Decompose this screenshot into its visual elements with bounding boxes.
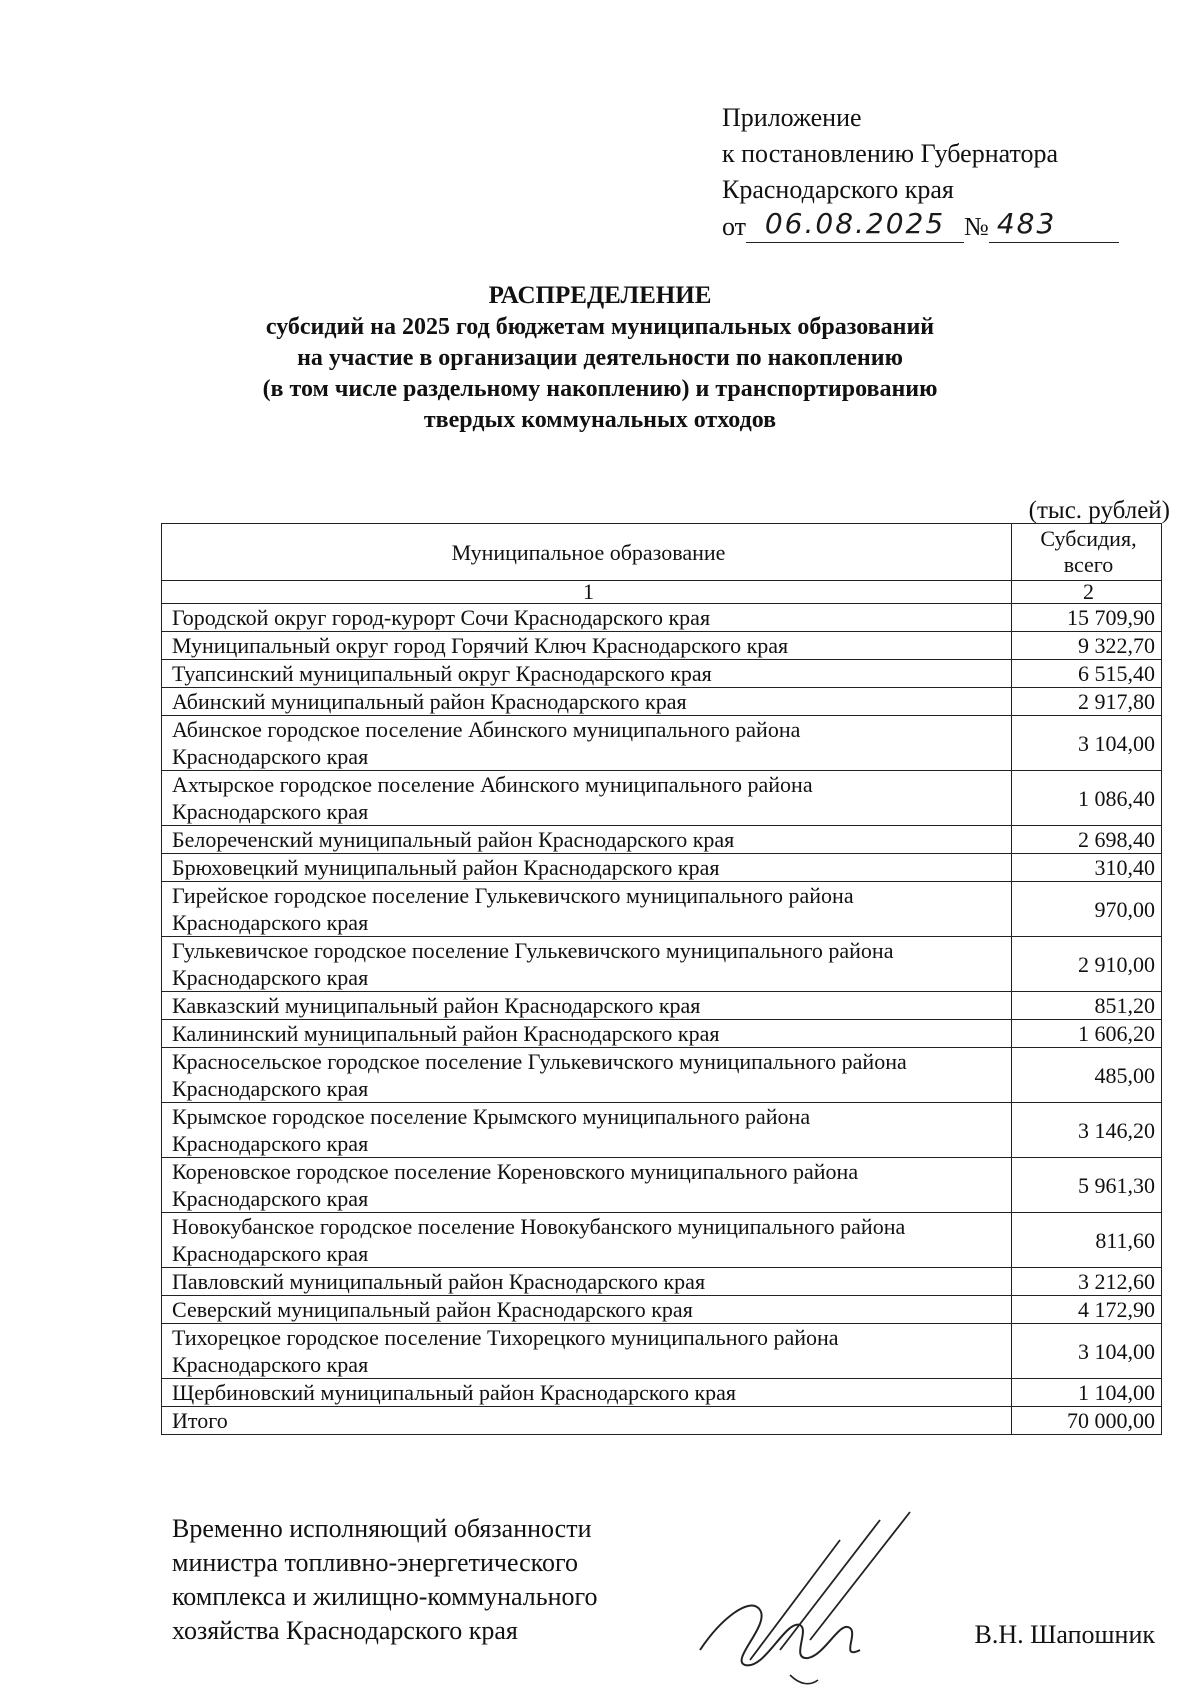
municipality-name-line-1: Туапсинский муниципальный округ Краснодарского края <box>172 661 712 686</box>
municipality-name <box>162 826 1012 854</box>
table-row <box>162 604 1162 632</box>
table-row <box>162 688 1162 716</box>
subsidy-value: 6 515,40 <box>1012 660 1162 688</box>
header-subsidy-line-1: Субсидия, <box>1040 526 1137 551</box>
title-line-2: на участие в организации деятельности по накоплению <box>297 345 903 371</box>
municipality-name-line-1: Абинский муниципальный район Краснодарского края <box>172 689 687 714</box>
title-line-4: твердых коммунальных отходов <box>423 407 777 433</box>
table-row <box>162 992 1162 1020</box>
municipality-name-line-1: Новокубанское городское поселение Новокубанского муниципального района <box>172 1214 906 1239</box>
total-value: 70 000,00 <box>1012 1407 1162 1435</box>
subsidy-value: 5 961,30 <box>1012 1158 1162 1213</box>
table-header-row <box>162 524 1162 581</box>
column-index-row <box>162 581 1162 604</box>
municipality-name <box>162 937 1012 992</box>
appendix-block <box>722 100 1119 245</box>
municipality-name-line-2: Краснодарского края <box>172 910 369 935</box>
header-municipality: Муниципальное образование <box>162 524 1012 581</box>
municipality-name-line-1: Брюховецкий муниципальный район Краснодарского края <box>172 855 720 880</box>
subsidy-value: 2 698,40 <box>1012 826 1162 854</box>
table-row <box>162 937 1162 992</box>
subsidy-value: 4 172,90 <box>1012 1296 1162 1324</box>
document-title <box>160 280 1040 436</box>
table-row <box>162 716 1162 771</box>
municipality-name-line-2: Краснодарского края <box>172 1186 369 1211</box>
municipality-name <box>162 716 1012 771</box>
table-row <box>162 854 1162 882</box>
title-line-3: (в том числе раздельному накоплению) и транспортированию <box>262 376 938 402</box>
subsidy-value: 1 104,00 <box>1012 1379 1162 1407</box>
municipality-name <box>162 1213 1012 1268</box>
title-line-1: субсидий на 2025 год бюджетам муниципальных образований <box>265 314 935 340</box>
footer-line-2: министра топливно-энергетического <box>172 1548 579 1577</box>
table-row <box>162 1379 1162 1407</box>
subsidy-value: 2 910,00 <box>1012 937 1162 992</box>
subsidy-value: 3 104,00 <box>1012 716 1162 771</box>
municipality-name <box>162 992 1012 1020</box>
municipality-name <box>162 1020 1012 1048</box>
municipality-name-line-1: Гулькевичское городское поселение Гулькевичского муниципального района <box>172 938 894 963</box>
column-index-2: 2 <box>1012 581 1162 604</box>
subsidy-table <box>161 523 1162 1435</box>
municipality-name-line-2: Краснодарского края <box>172 1076 369 1101</box>
title-main: РАСПРЕДЕЛЕНИЕ <box>488 282 712 309</box>
subsidy-value: 3 146,20 <box>1012 1103 1162 1158</box>
appendix-line-1: Приложение <box>722 103 862 132</box>
municipality-name <box>162 1048 1012 1103</box>
municipality-name-line-1: Кавказский муниципальный район Краснодарского края <box>172 993 701 1018</box>
municipality-name-line-2: Краснодарского края <box>172 965 369 990</box>
table-row <box>162 1103 1162 1158</box>
municipality-name-line-1: Крымское городское поселение Крымского муниципального района <box>172 1104 811 1129</box>
subsidy-value: 310,40 <box>1012 854 1162 882</box>
municipality-name-line-1: Ахтырское городское поселение Абинского муниципального района <box>172 772 813 797</box>
municipality-name-line-1: Тихорецкое городское поселение Тихорецкого муниципального района <box>172 1325 839 1350</box>
table-row <box>162 771 1162 826</box>
total-row <box>162 1407 1162 1435</box>
footer-line-3: комплекса и жилищно-коммунального <box>172 1582 598 1611</box>
column-index-1: 1 <box>162 581 1012 604</box>
municipality-name <box>162 771 1012 826</box>
subsidy-value: 811,60 <box>1012 1213 1162 1268</box>
municipality-name-line-2: Краснодарского края <box>172 1352 369 1377</box>
table-row <box>162 1048 1162 1103</box>
municipality-name-line-2: Краснодарского края <box>172 1241 369 1266</box>
table-row <box>162 632 1162 660</box>
subsidy-value: 1 086,40 <box>1012 771 1162 826</box>
municipality-name-line-1: Муниципальный округ город Горячий Ключ Краснодарского края <box>172 633 789 658</box>
municipality-name-line-2: Краснодарского края <box>172 1131 369 1156</box>
municipality-name-line-2: Краснодарского края <box>172 744 369 769</box>
table-row <box>162 1296 1162 1324</box>
appendix-line-3: Краснодарского края <box>722 175 954 204</box>
appendix-date-number-line <box>722 208 1119 245</box>
units-label: (тыс. рублей) <box>1028 497 1170 524</box>
municipality-name <box>162 1379 1012 1407</box>
number-prefix: № <box>964 212 989 241</box>
subsidy-value: 3 104,00 <box>1012 1324 1162 1379</box>
footer-line-4: хозяйства Краснодарского края <box>172 1616 518 1645</box>
header-subsidy-line-2: всего <box>1063 552 1114 577</box>
municipality-name <box>162 632 1012 660</box>
municipality-name-line-1: Павловский муниципальный район Краснодарского края <box>172 1269 706 1294</box>
table-row <box>162 1158 1162 1213</box>
municipality-name-line-1: Абинское городское поселение Абинского муниципального района <box>172 717 801 742</box>
subsidy-value: 9 322,70 <box>1012 632 1162 660</box>
subsidy-value: 970,00 <box>1012 882 1162 937</box>
municipality-name <box>162 1103 1012 1158</box>
municipality-name <box>162 1324 1012 1379</box>
table-row <box>162 660 1162 688</box>
municipality-name-line-1: Кореновское городское поселение Кореновского муниципального района <box>172 1159 859 1184</box>
municipality-name <box>162 854 1012 882</box>
municipality-name <box>162 1268 1012 1296</box>
handwritten-signature <box>690 1500 950 1690</box>
table-row <box>162 1213 1162 1268</box>
municipality-name-line-2: Краснодарского края <box>172 799 369 824</box>
municipality-name <box>162 1296 1012 1324</box>
header-subsidy <box>1012 524 1162 581</box>
footer-line-1: Временно исполняющий обязанности <box>172 1514 592 1543</box>
table-row <box>162 826 1162 854</box>
table-row <box>162 1020 1162 1048</box>
municipality-name <box>162 688 1012 716</box>
municipality-name-line-1: Городской округ город-курорт Сочи Краснодарского края <box>172 605 711 630</box>
municipality-name-line-1: Белореченский муниципальный район Краснодарского края <box>172 827 735 852</box>
subsidy-value: 1 606,20 <box>1012 1020 1162 1048</box>
handwritten-number: 483 <box>989 206 1119 243</box>
subsidy-value: 15 709,90 <box>1012 604 1162 632</box>
table-row <box>162 1268 1162 1296</box>
table-row <box>162 1324 1162 1379</box>
subsidy-value: 485,00 <box>1012 1048 1162 1103</box>
subsidy-value: 851,20 <box>1012 992 1162 1020</box>
table-row <box>162 882 1162 937</box>
municipality-name <box>162 660 1012 688</box>
signer-name: В.Н. Шапошник <box>974 1620 1155 1649</box>
table-body <box>162 604 1162 1407</box>
municipality-name-line-1: Северский муниципальный район Краснодарского края <box>172 1297 693 1322</box>
appendix-line-2: к постановлению Губернатора <box>722 139 1059 168</box>
handwritten-date: 06.08.2025 <box>746 206 964 243</box>
subsidy-value: 3 212,60 <box>1012 1268 1162 1296</box>
municipality-name <box>162 604 1012 632</box>
subsidy-value: 2 917,80 <box>1012 688 1162 716</box>
municipality-name-line-1: Калининский муниципальный район Краснодарского края <box>172 1021 720 1046</box>
municipality-name <box>162 1158 1012 1213</box>
municipality-name-line-1: Гирейское городское поселение Гулькевичского муниципального района <box>172 883 854 908</box>
municipality-name <box>162 882 1012 937</box>
date-prefix: от <box>722 212 747 241</box>
footer-position <box>172 1512 598 1648</box>
municipality-name-line-1: Щербиновский муниципальный район Краснодарского края <box>172 1380 737 1405</box>
municipality-name-line-1: Красносельское городское поселение Гулькевичского муниципального района <box>172 1049 907 1074</box>
total-label: Итого <box>162 1407 1012 1435</box>
